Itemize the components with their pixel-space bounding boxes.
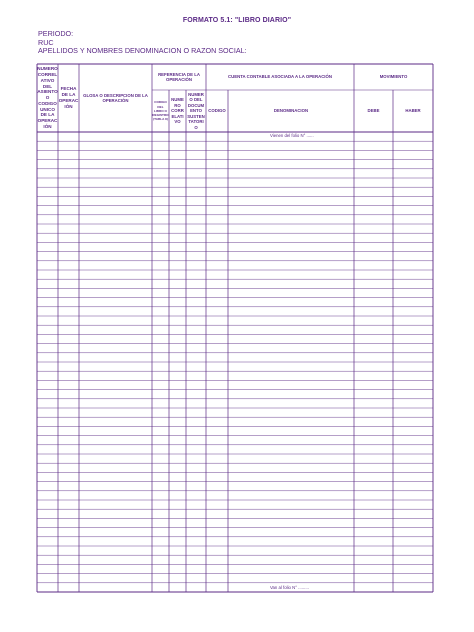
header-referencia: REFERENCIA DE LA OPERACIÓN	[158, 71, 200, 82]
header-movimiento: MOVIMIENTO	[379, 74, 408, 80]
header-numero-correlativo: NUMERO CORREL ATIVO DEL ASIENTO O CODIGO UNICO DE LA OPERAC IÓN	[37, 66, 58, 130]
header-glosa: GLOSA O DESCRIPCION DE LA OPERACIÓN	[83, 92, 148, 103]
header-codigo-libro: CODIGO DEL LIBRO O REGISTRO (TABLA 8)	[152, 100, 169, 122]
header-numero-documento: NUMER O DEL DOCUM ENTO SUSTEN TATORI O	[187, 92, 205, 130]
razon-social-label: APELLIDOS Y NOMBRES DENOMINACION O RAZON SOCIAL:	[38, 46, 247, 55]
ruc-label: RUC	[38, 38, 54, 47]
header-cuenta-contable: CUENTA CONTABLE ASOCIADA A LA OPERACIÓN	[228, 74, 332, 80]
carry-forward-top: Vienen del folio N° ......	[270, 133, 314, 138]
periodo-label: PERIODO:	[38, 29, 74, 38]
header-numero-correlativo-ref: NUME RO CORR ELATI VO	[171, 97, 184, 125]
header-denominacion: DENOMINACION	[273, 108, 309, 114]
header-haber: HABER	[405, 108, 421, 114]
document-title: FORMATO 5.1: "LIBRO DIARIO"	[182, 17, 292, 24]
carry-forward-bottom: Van al folio N° .........	[270, 585, 309, 590]
header-fecha: FECHA DE LA OPERAC IÓN	[58, 86, 79, 109]
header-codigo: CODIGO	[208, 108, 226, 114]
header-debe: DEBE	[367, 108, 380, 114]
